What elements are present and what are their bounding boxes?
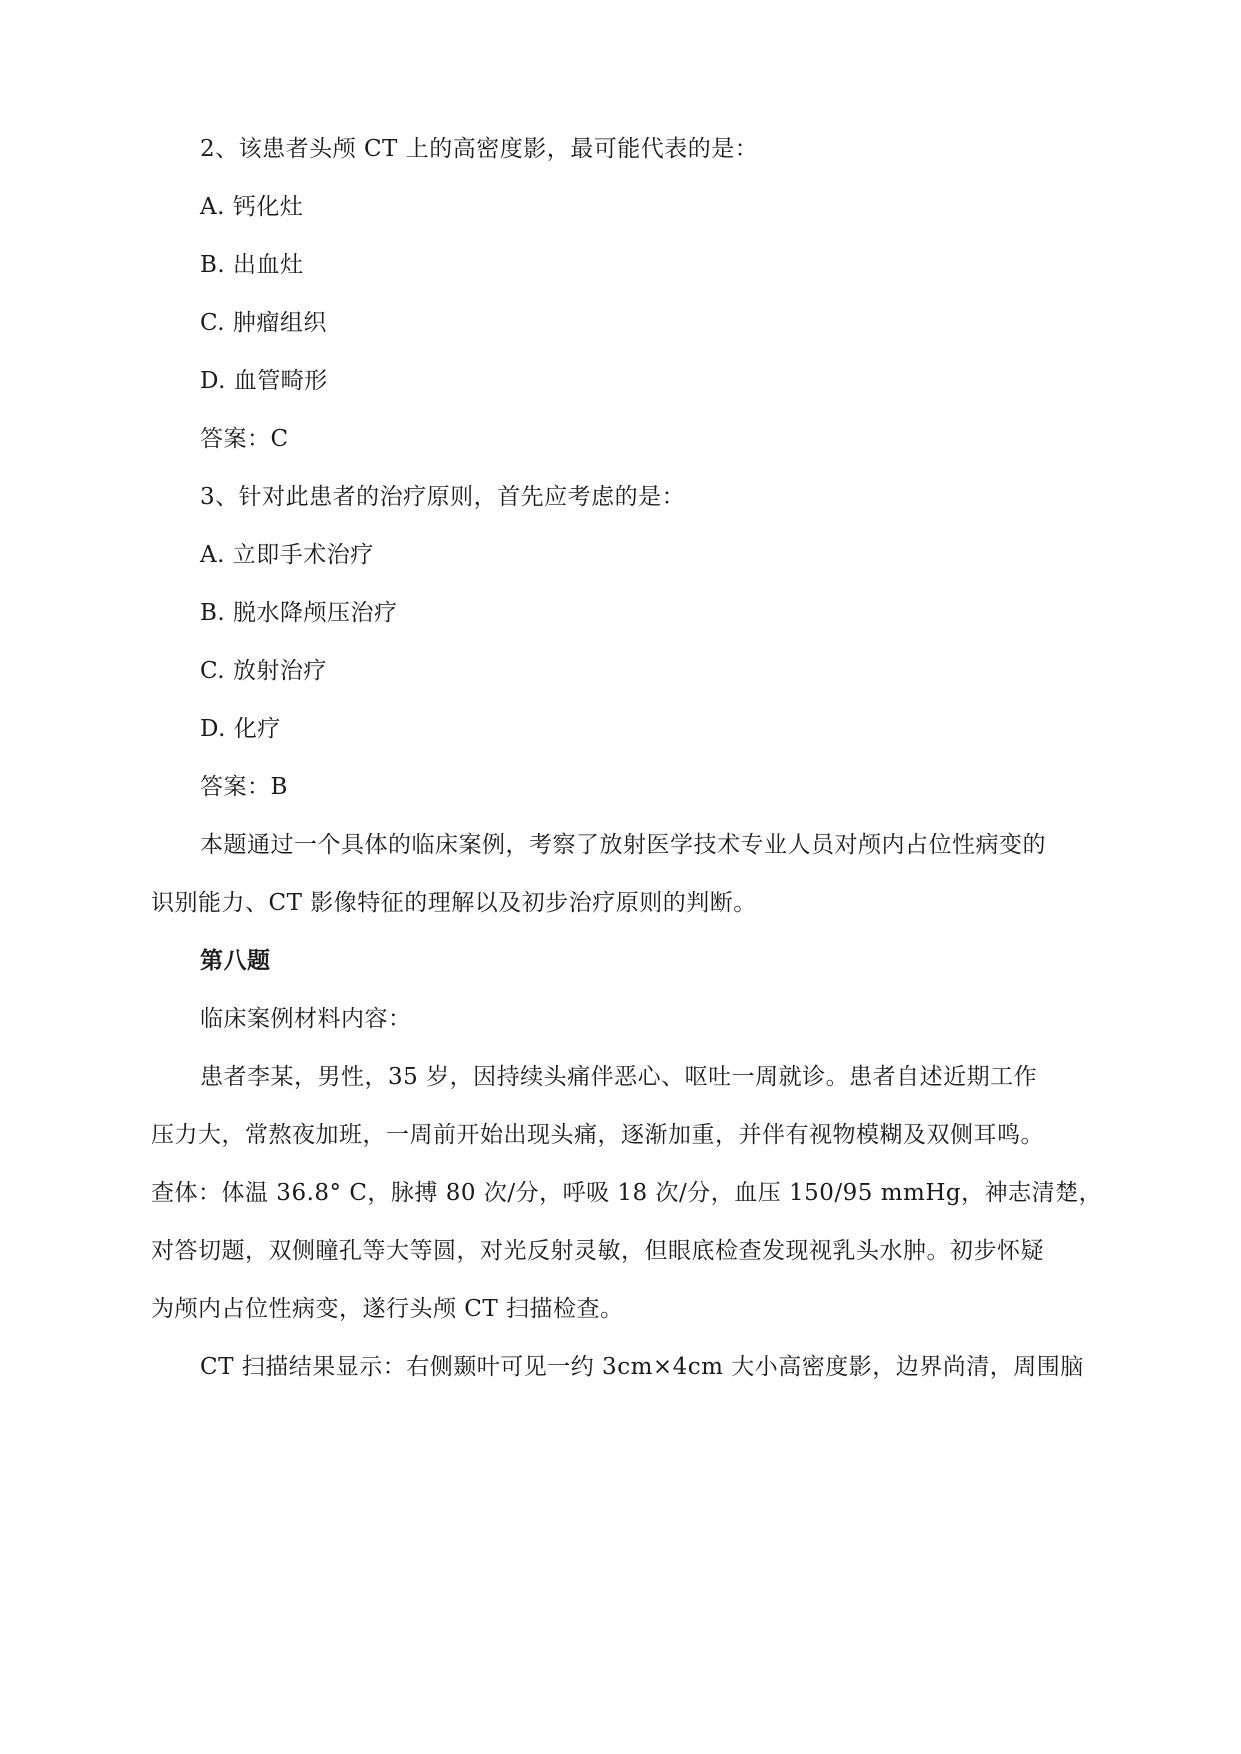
case-line-5: 为颅内占位性病变，遂行头颅 CT 扫描检查。 <box>151 1296 624 1322</box>
question-3-stem: 3、针对此患者的治疗原则，首先应考虑的是： <box>200 484 686 510</box>
ct-result-line: CT 扫描结果显示：右侧颞叶可见一约 3cm×4cm 大小高密度影，边界尚清，周围脑 <box>200 1354 1084 1380</box>
question-3-option-d: D. 化疗 <box>200 716 281 742</box>
question-2-option-d: D. 血管畸形 <box>200 368 328 394</box>
question-2-answer: 答案：C <box>200 426 289 452</box>
summary-line-1: 本题通过一个具体的临床案例，考察了放射医学技术专业人员对颅内占位性病变的 <box>200 832 1046 858</box>
question-3-answer: 答案：B <box>200 774 288 800</box>
case-line-1: 患者李某，男性，35 岁，因持续头痛伴恶心、呕吐一周就诊。患者自述近期工作 <box>200 1064 1038 1090</box>
question-2-stem: 2、该患者头颅 CT 上的高密度影，最可能代表的是： <box>200 136 759 162</box>
question-2-option-a: A. 钙化灶 <box>200 194 304 220</box>
material-label: 临床案例材料内容： <box>200 1006 412 1032</box>
section-heading: 第八题 <box>200 948 271 974</box>
summary-line-2: 识别能力、CT 影像特征的理解以及初步治疗原则的判断。 <box>151 890 757 916</box>
case-line-2: 压力大，常熬夜加班，一周前开始出现头痛，逐渐加重，并伴有视物模糊及双侧耳鸣。 <box>151 1122 1044 1148</box>
case-line-4: 对答切题，双侧瞳孔等大等圆，对光反射灵敏，但眼底检查发现视乳头水肿。初步怀疑 <box>151 1238 1044 1264</box>
question-3-option-b: B. 脱水降颅压治疗 <box>200 600 398 626</box>
question-2-option-c: C. 肿瘤组织 <box>200 310 327 336</box>
case-line-3: 查体：体温 36.8° C，脉搏 80 次/分，呼吸 18 次/分，血压 150/95 mmHg，神志清楚， <box>151 1180 1103 1206</box>
question-3-option-a: A. 立即手术治疗 <box>200 542 374 568</box>
question-2-option-b: B. 出血灶 <box>200 252 304 278</box>
question-3-option-c: C. 放射治疗 <box>200 658 327 684</box>
